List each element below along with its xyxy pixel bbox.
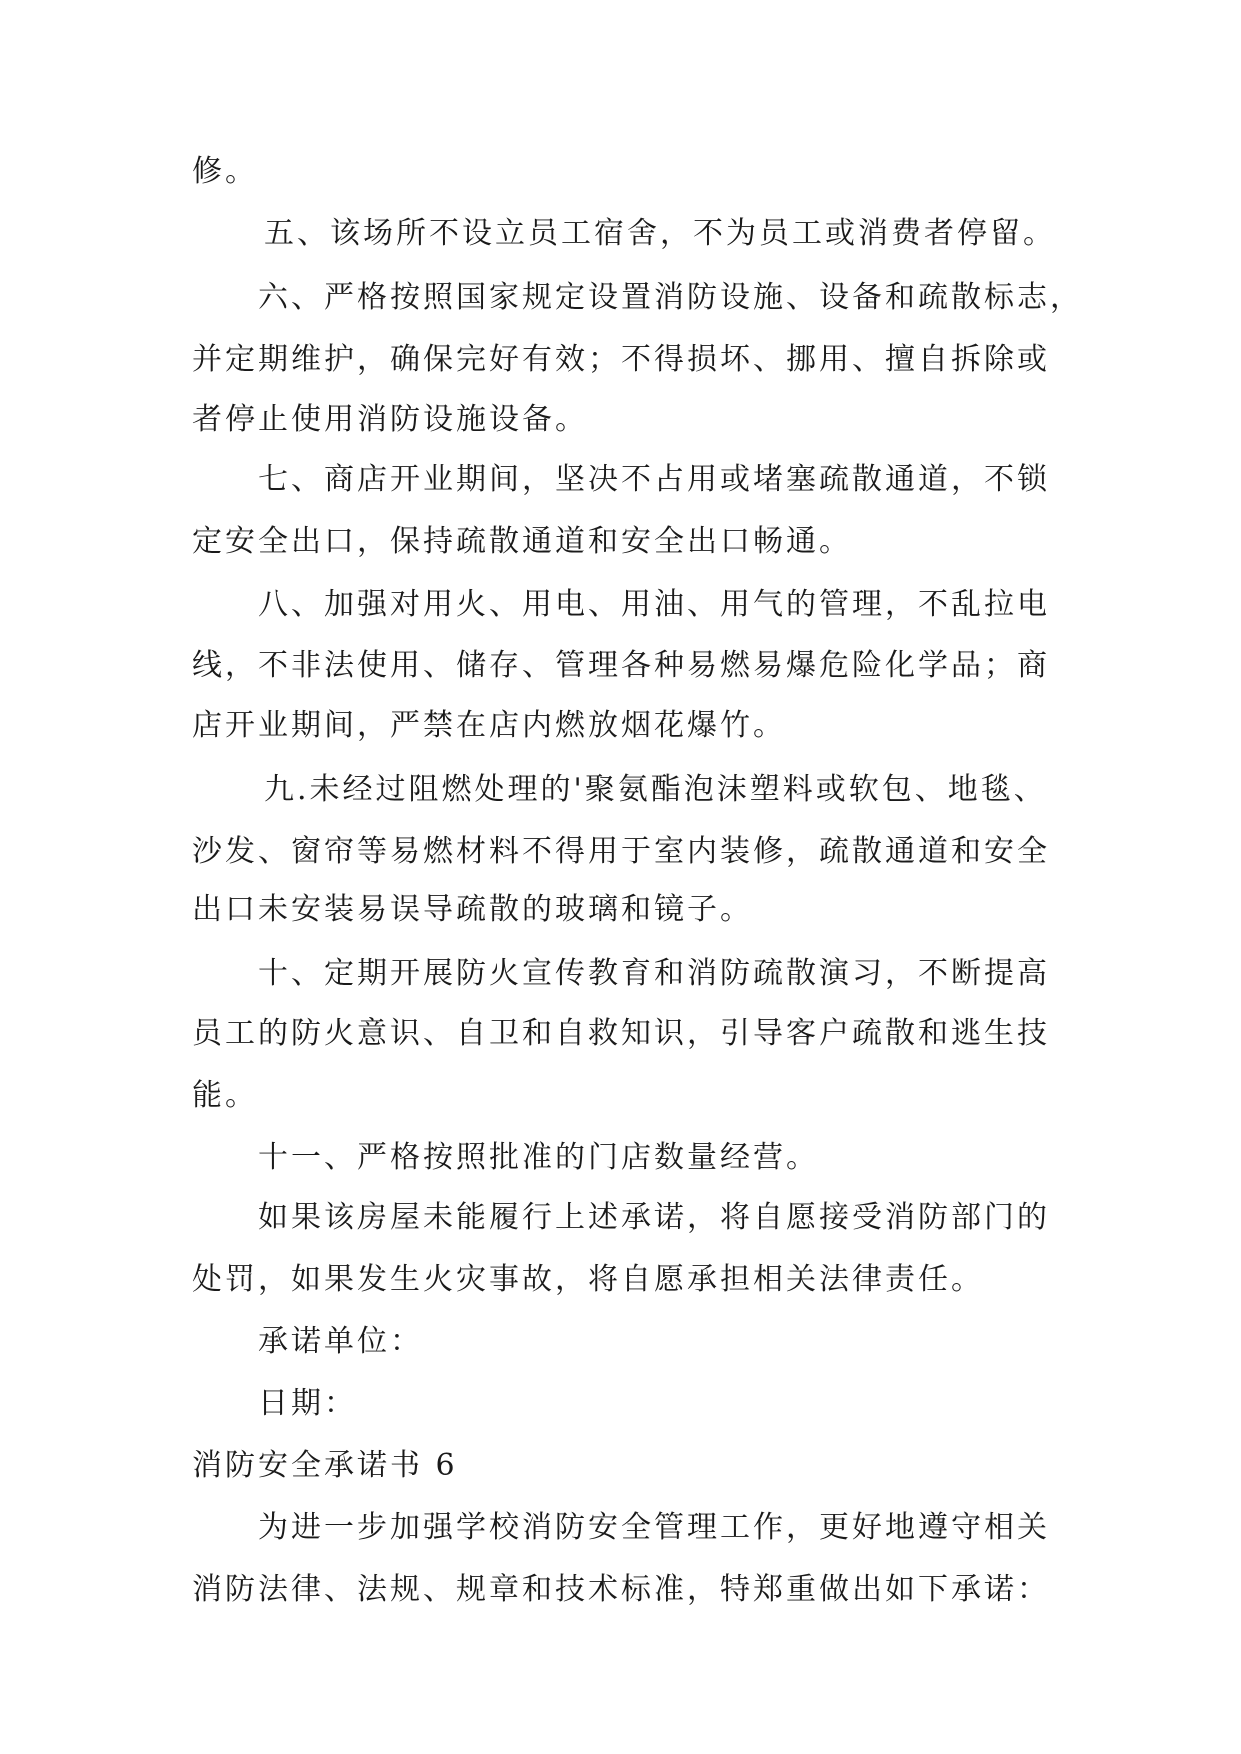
paragraph-line: 处罚，如果发生火灾事故，将自愿承担相关法律责任。 — [192, 1262, 984, 1297]
paragraph-line: 员工的防火意识、自卫和自救知识，引导客户疏散和逃生技 — [192, 1016, 1050, 1051]
signature-unit-label: 承诺单位： — [258, 1324, 423, 1359]
paragraph-line: 线，不非法使用、储存、管理各种易燃易爆危险化学品；商 — [192, 648, 1050, 683]
paragraph-line: 出口未安装易误导疏散的玻璃和镜子。 — [192, 892, 753, 927]
paragraph-line: 能。 — [192, 1078, 258, 1113]
paragraph-line: 并定期维护，确保完好有效；不得损坏、挪用、擅自拆除或 — [192, 342, 1050, 377]
section-title: 消防安全承诺书 6 — [192, 1448, 458, 1483]
date-label: 日期： — [258, 1386, 357, 1421]
paragraph-line: 为进一步加强学校消防安全管理工作，更好地遵守相关 — [258, 1510, 1050, 1545]
paragraph-line: 八、加强对用火、用电、用油、用气的管理，不乱拉电 — [258, 587, 1050, 622]
paragraph-line: 沙发、窗帘等易燃材料不得用于室内装修，疏散通道和安全 — [192, 834, 1050, 869]
paragraph-line: 修。 — [192, 154, 258, 189]
paragraph-line: 十一、严格按照批准的门店数量经营。 — [258, 1140, 819, 1175]
paragraph-line: 五、该场所不设立员工宿舍，不为员工或消费者停留。 — [264, 216, 1056, 251]
paragraph-line: 店开业期间，严禁在店内燃放烟花爆竹。 — [192, 708, 786, 743]
paragraph-line: 九.未经过阻燃处理的'聚氨酯泡沫塑料或软包、地毯、 — [264, 772, 1047, 807]
paragraph-line: 消防法律、法规、规章和技术标准，特郑重做出如下承诺： — [192, 1572, 1050, 1607]
paragraph-line: 如果该房屋未能履行上述承诺，将自愿接受消防部门的 — [258, 1200, 1050, 1235]
paragraph-line: 者停止使用消防设施设备。 — [192, 402, 588, 437]
paragraph-line: 定安全出口，保持疏散通道和安全出口畅通。 — [192, 524, 852, 559]
paragraph-line: 七、商店开业期间，坚决不占用或堵塞疏散通道，不锁 — [258, 462, 1050, 497]
paragraph-line: 六、严格按照国家规定设置消防设施、设备和疏散标志， — [258, 280, 1083, 315]
paragraph-line: 十、定期开展防火宣传教育和消防疏散演习，不断提高 — [258, 956, 1050, 991]
